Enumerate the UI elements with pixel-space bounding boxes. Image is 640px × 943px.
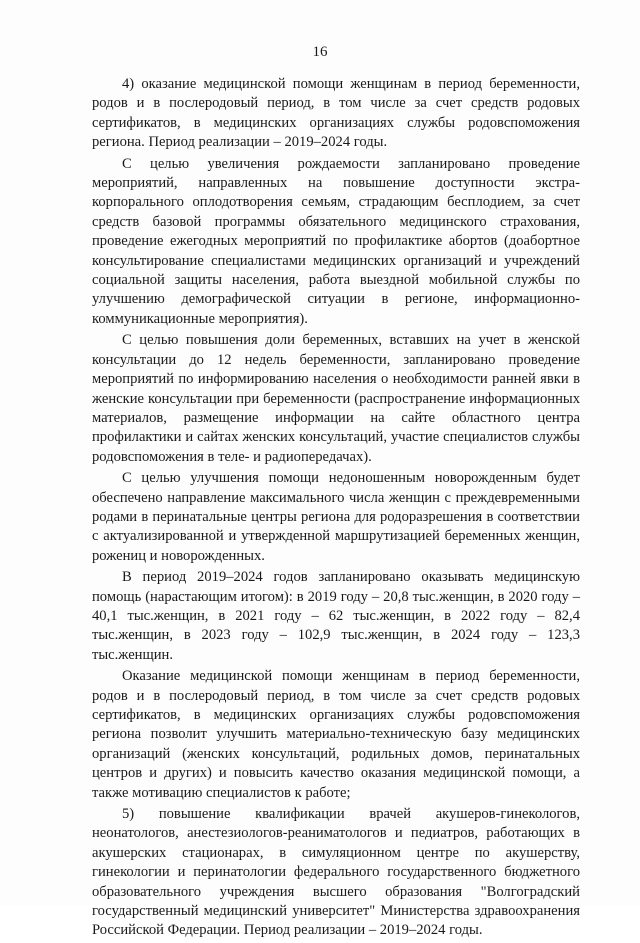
paragraph-item-4: 4) оказание медицинской помощи женщинам в период беременности, родов и в послеродовый период, в том числе за счет средств родовых сертификатов, в медицинских организациях службы родовспоможения региона. Период реализации – 2019–2024 годы.	[92, 76, 580, 151]
page-number: 16	[312, 44, 328, 60]
document-body	[92, 75, 580, 943]
paragraph-premature-care: С целью улучшения помощи недоношенным новорожденным будет обеспечено направление максимального числа женщин с преждевременными родами в перинатальные центры региона для родоразрешения в соответствии с актуализированной и утвержденной маршрутизацией беременных женщин, рожениц и новорожденных.	[92, 470, 580, 564]
paragraph-birth-rate: С целью увеличения рождаемости запланировано проведение мероприятий, направленных на повышение доступности экстра-корпорального оплодотворения семьям, страдающим бесплодием, за счет средств базовой программы обязательного медицинского страхования, проведение ежегодных мероприятий по профилактике абортов (доабортное консультирование специалистами медицинских организаций и учреждений социальной защиты населения, работа выездной мобильной службы по улучшению демографической ситуации в регионе, информационно-коммуникационные мероприятия).	[92, 155, 580, 327]
paragraph-yearly-targets: В период 2019–2024 годов запланировано оказывать медицинскую помощь (нарастающим итогом): в 2019 году – 20,8 тыс.женщин, в 2020 году – 40,1 тыс.женщин, в 2021 году – 62 тыс.женщин, в 2022 году – 82,4 тыс.женщин, в 2023 году – 102,9 тыс.женщин, в 2024 году – 123,3 тыс.женщин.	[92, 569, 580, 663]
paragraph-outcome: Оказание медицинской помощи женщинам в период беременности, родов и в послеродовый период, в том числе за счет средств родовых сертификатов, в медицинских организациях службы родовспоможения региона позволит улучшить материально-техническую базу медицинских организаций (женских консультаций, родильных домов, перинатальных центров и других) и повысить качество оказания медицинской помощи, а также мотивацию специалистов к работе;	[92, 668, 580, 801]
paragraph-early-registration: С целью повышения доли беременных, вставших на учет в женской консультации до 12 недель беременности, запланировано проведение мероприятий по информированию населения о необходимости ранней явки в женские консультации при беременности (распространение информационных материалов, размещение информации на сайте областного центра профилактики и сайтах женских консультаций, участие специалистов службы родовспоможения в теле- и радиопередачах).	[92, 332, 580, 465]
paragraph-item-5: 5) повышение квалификации врачей акушеров-гинекологов, неонатологов, анестезиологов-реаниматологов и педиатров, работающих в акушерских стационарах, в симуляционном центре по акушерству, гинекологии и перинатологии федерального государственного бюджетного образовательного учреждения высшего образования "Волгоградский государственный медицинский университет" Министерства здравоохранения Российской Федерации. Период реализации – 2019–2024 годы.	[92, 806, 580, 939]
